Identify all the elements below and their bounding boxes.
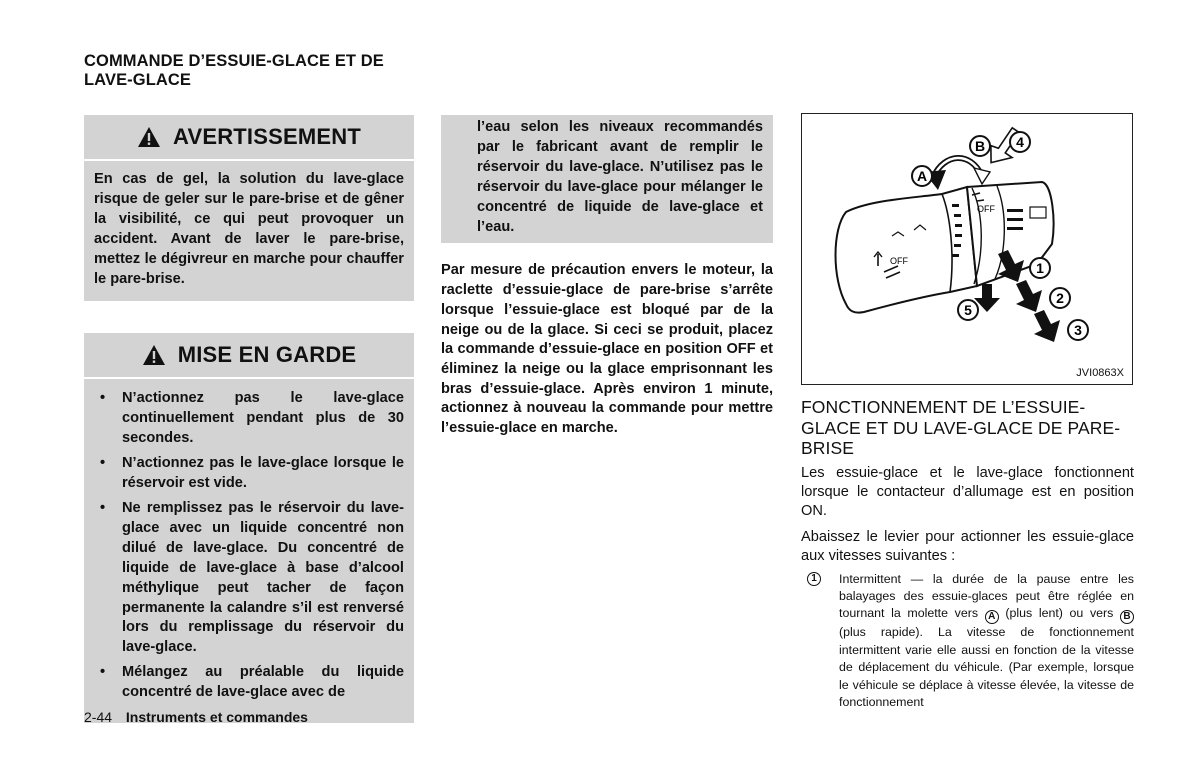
section-title: COMMANDE D’ESSUIE-GLACE ET DE LAVE-GLACE <box>84 52 384 89</box>
callout-3: 3 <box>1074 322 1082 338</box>
caution-body <box>84 379 414 703</box>
lever-off-text: OFF <box>977 204 995 214</box>
bullet-dot-icon: • <box>100 499 106 516</box>
warning-triangle-icon <box>137 126 161 148</box>
callout-b: B <box>974 138 986 154</box>
lever-off-text: OFF <box>890 256 908 266</box>
warning-text: En cas de gel, la solution du lave-glace risque de geler sur le pare-brise et de gêner la visibilité, ce qui peut provoquer un accident. Avant de laver le pare-brise, mettez le dégivreur en marche pour chauffer le pare-brise. <box>94 171 404 287</box>
arrow-2 <box>1016 280 1042 312</box>
page-footer <box>84 709 308 725</box>
caution-continued: l’eau selon les niveaux recommandés par le fabricant avant de remplir le réservoir du lave-glace. N’utilisez pas le réservoir du lave-glace pour mélanger le concentré de liquide de lave-glace et l’eau. <box>441 115 773 243</box>
callout-2: 2 <box>1056 290 1064 306</box>
right-column <box>801 113 1134 711</box>
caution-list <box>94 389 404 703</box>
caution-header <box>84 333 414 379</box>
caution-heading: MISE EN GARDE <box>177 342 357 368</box>
operation-heading: FONCTIONNEMENT DE L’ESSUIE-GLACE ET DU LAVE-GLACE DE PARE-BRISE <box>801 397 1121 458</box>
figure-code: JVI0863X <box>1076 367 1124 379</box>
wiper-lever-illustration <box>802 114 1132 384</box>
precaution-paragraph: Par mesure de précaution envers le moteur, la raclette d’essuie-glace de pare-brise s’arrête lorsque l’essuie-glace est bloqué par de la neige ou de la glace. Si ceci se produit, placez la commande d’essuie-glace en position OFF et éliminez la neige ou la glace emprisonnant les bras d’essuie-glace. Après environ 1 minute, actionnez à nouveau la commande pour mettre l’essuie-glace en marche. <box>441 262 773 437</box>
left-column <box>84 115 414 723</box>
operation-paragraph-2: Abaissez le levier pour actionner les essuie-glace aux vitesses suivantes : <box>801 528 1134 564</box>
wiper-lever-figure <box>801 113 1133 385</box>
warning-heading: AVERTISSEMENT <box>173 124 361 149</box>
list-item: • N’actionnez pas le lave-glace continuellement pendant plus de 30 secondes. <box>100 390 404 447</box>
letter-b-icon: B <box>1120 610 1134 624</box>
arrow-3 <box>1034 310 1060 342</box>
warning-header <box>84 115 414 161</box>
callout-a: A <box>916 168 928 184</box>
callout-4: 4 <box>1016 134 1024 150</box>
list-item: • N’actionnez pas le lave-glace lorsque le réservoir est vide. <box>100 455 404 492</box>
footer-title: Instruments et commandes <box>125 709 308 725</box>
callout-1: 1 <box>1036 260 1044 276</box>
list-item: 1 Intermittent — la durée de la pause entre les balayages des essuie-glaces peut être réglée en tournant la molette vers A (plus lent) ou vers B (plus rapide). La vitesse de fonctionnement intermittent varie elle aussi en fonction de la vitesse de déplacement du véhicule. (Par exemple, lorsque le véhicule se déplace à vitesse élevée, la vitesse de fonctionnement <box>801 571 1134 712</box>
letter-a-icon: A <box>985 610 999 624</box>
list-item: • Ne remplissez pas le réservoir du lave-glace avec un liquide concentré non dilué de lave-glace. Du concentré de liquide de lave-glace à base d’alcool méthylique peut tacher de façon permanente la calandre s’il est renversé lors du remplissage du réservoir du lave-glace. <box>100 499 404 656</box>
page-number: 2-44 <box>84 709 113 725</box>
number-1-icon: 1 <box>807 572 821 586</box>
caution-box <box>84 333 414 723</box>
bullet-dot-icon: • <box>100 455 106 472</box>
list-item: • Mélangez au préalable du liquide concentré de lave-glace avec de <box>100 664 404 701</box>
bullet-dot-icon: • <box>100 390 106 407</box>
warning-box <box>84 115 414 301</box>
bullet-dot-icon: • <box>100 664 106 681</box>
operation-paragraph-1: Les essuie-glace et le lave-glace fonctionnent lorsque le contacteur d’allumage est en position ON. <box>801 464 1134 519</box>
middle-column <box>441 115 773 439</box>
warning-triangle-icon <box>142 344 166 366</box>
callout-5: 5 <box>964 302 972 318</box>
